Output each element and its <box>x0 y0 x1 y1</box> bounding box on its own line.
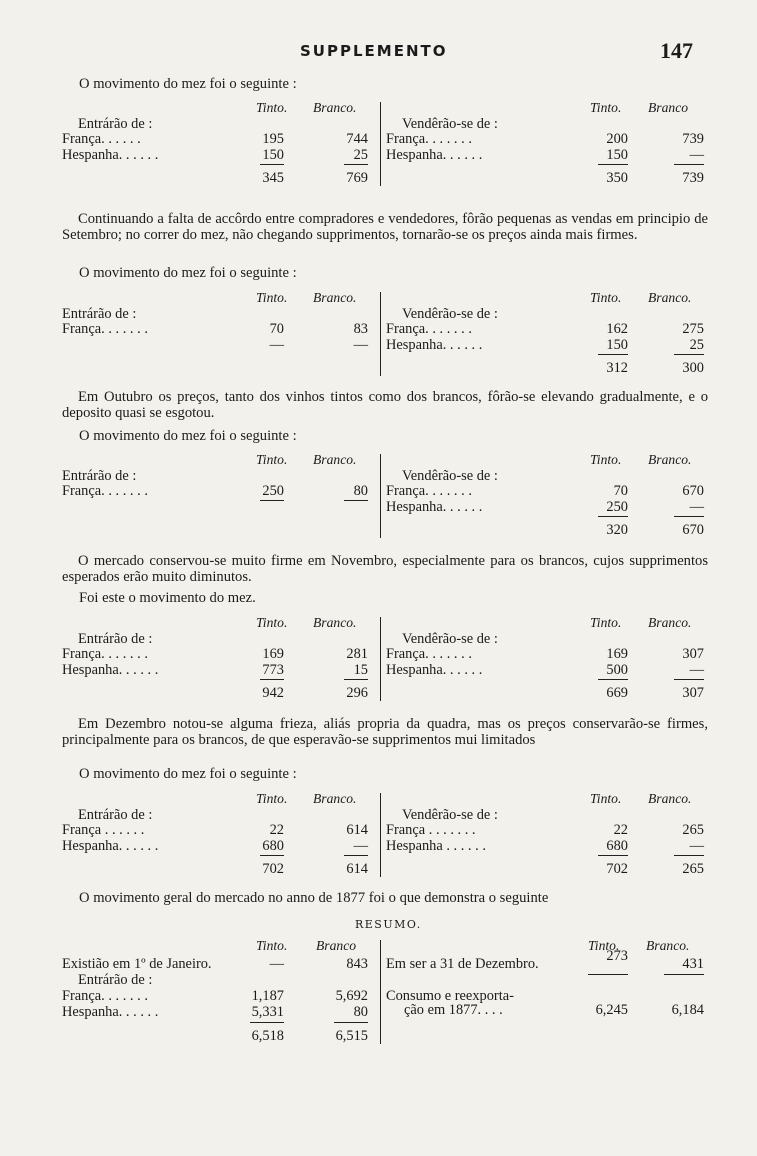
column-separator <box>380 940 381 1044</box>
stock-label: Em ser a 31 de Dezembro. <box>386 956 539 972</box>
left-row-tinto: 680 <box>262 838 284 854</box>
left-row-name: França. . . . . . . <box>62 321 148 337</box>
right-total-rule-branco <box>674 354 704 355</box>
resumo-total-tinto: 6,518 <box>251 1028 284 1044</box>
stock-tinto: 273 <box>606 948 628 964</box>
column-separator <box>380 793 381 877</box>
right-total-branco: 265 <box>682 861 704 877</box>
right-total-tinto: 702 <box>606 861 628 877</box>
movement-table-1 <box>62 100 708 190</box>
movement-intro: O movimento do mez foi o seguinte : <box>79 428 297 444</box>
left-row-tinto: 195 <box>262 131 284 147</box>
right-row-branco: — <box>689 147 704 163</box>
right-col-header-tinto: Tinto. <box>590 615 622 630</box>
movement-table-3 <box>62 452 708 542</box>
left-total-tinto: 345 <box>262 170 284 186</box>
resumo-left-row-name: França. . . . . . . <box>62 988 148 1004</box>
left-row-name: França . . . . . . <box>62 822 145 838</box>
right-col-header-tinto: Tinto. <box>590 100 622 115</box>
right-row-tinto: 250 <box>606 499 628 515</box>
left-total-rule-tinto <box>260 500 284 501</box>
left-row-name: Hespanha. . . . . . <box>62 662 159 678</box>
left-col-header-branco: Branco. <box>313 100 357 115</box>
left-total-rule-tinto <box>260 164 284 165</box>
left-total-rule-branco <box>344 679 368 680</box>
movement-intro: O movimento do mez foi o seguinte : <box>79 766 297 782</box>
paragraph-text: Em Outubro os preços, tanto dos vinhos tintos como dos brancos, fôrão-se elevando gradualmente, e o deposito quasi se esgotou. <box>62 389 708 421</box>
resumo-title: RESUMO. <box>355 918 422 931</box>
right-row-tinto: 169 <box>606 646 628 662</box>
right-row-name: Hespanha. . . . . . <box>386 337 483 353</box>
resumo-table <box>62 938 708 1048</box>
left-col-header-branco: Branco. <box>313 615 357 630</box>
right-col-header-tinto: Tinto. <box>590 452 622 467</box>
left-row-branco: 744 <box>346 131 368 147</box>
left-row-branco: 15 <box>353 662 368 678</box>
right-total-rule-branco <box>674 164 704 165</box>
right-row-branco: — <box>689 662 704 678</box>
resumo-left-col-branco: Branco <box>316 938 357 953</box>
left-row-branco: — <box>353 337 368 353</box>
right-col-header-tinto: Tinto. <box>590 791 622 806</box>
movement-table-2 <box>62 290 708 380</box>
column-separator <box>380 617 381 701</box>
consumo-label-1: Consumo e reexporta- <box>386 988 514 1004</box>
resumo-left-row-branco: 5,692 <box>335 988 368 1004</box>
left-total-branco: 296 <box>346 685 368 701</box>
left-row-branco: 614 <box>346 822 368 838</box>
right-label: Vendêrão-se de : <box>402 468 498 484</box>
left-row-name: Hespanha. . . . . . <box>62 147 159 163</box>
left-col-header-tinto: Tinto. <box>256 615 288 630</box>
right-row-name: Hespanha . . . . . . <box>386 838 486 854</box>
paragraph-text: Continuando a falta de accôrdo entre compradores e vendedores, fôrão pequenas as vendas em principio de Setembro; no correr do mez, não chegando supprimentos, tornarão-se os preços ainda mais firmes. <box>62 211 708 243</box>
paragraph <box>62 554 708 585</box>
right-row-tinto: 200 <box>606 131 628 147</box>
right-row-branco: — <box>689 499 704 515</box>
right-row-branco: 265 <box>682 822 704 838</box>
left-total-rule-branco <box>344 164 368 165</box>
right-total-tinto: 312 <box>606 360 628 376</box>
resumo-left-row-tinto: 5,331 <box>251 1004 284 1020</box>
right-total-rule-branco <box>674 516 704 517</box>
stock-branco: 431 <box>682 956 704 972</box>
left-row-tinto: 70 <box>269 321 284 337</box>
paragraph-text: Em Dezembro notou-se alguma frieza, aliás propria da quadra, mas os preços conservarão-se firmes, principalmente para os brancos, de que esperavão-se supprimentos mui limitados <box>62 716 708 748</box>
left-row-tinto: — <box>269 337 284 353</box>
consumo-label-2: ção em 1877. . . . <box>404 1002 503 1018</box>
right-col-header-branco: Branco. <box>648 290 692 305</box>
movement-intro: O movimento do mez foi o seguinte : <box>79 265 297 281</box>
resumo-total-branco: 6,515 <box>335 1028 368 1044</box>
right-row-branco: — <box>689 838 704 854</box>
left-row-tinto: 150 <box>262 147 284 163</box>
page-number: 147 <box>660 38 693 63</box>
movement-intro: O movimento do mez foi o seguinte : <box>79 76 297 92</box>
right-row-tinto: 70 <box>613 483 628 499</box>
left-total-tinto: 702 <box>262 861 284 877</box>
left-col-header-branco: Branco. <box>313 452 357 467</box>
right-row-tinto: 150 <box>606 147 628 163</box>
right-label: Vendêrão-se de : <box>402 116 498 132</box>
right-row-tinto: 500 <box>606 662 628 678</box>
right-row-name: Hespanha. . . . . . <box>386 662 483 678</box>
right-label: Vendêrão-se de : <box>402 306 498 322</box>
right-row-branco: 307 <box>682 646 704 662</box>
resumo-left-col-tinto: Tinto. <box>256 938 288 953</box>
left-row-tinto: 22 <box>269 822 284 838</box>
right-total-branco: 670 <box>682 522 704 538</box>
right-total-rule-tinto <box>598 679 628 680</box>
right-row-tinto: 162 <box>606 321 628 337</box>
left-label: Entrárão de : <box>62 468 137 484</box>
stock-rule-branco <box>664 974 704 975</box>
left-total-tinto: 942 <box>262 685 284 701</box>
right-label: Vendêrão-se de : <box>402 807 498 823</box>
right-row-name: França . . . . . . . <box>386 822 476 838</box>
left-label: Entrárão de : <box>78 116 153 132</box>
resumo-total-rule-branco <box>334 1022 368 1023</box>
left-row-name: Hespanha. . . . . . <box>62 838 159 854</box>
left-row-branco: — <box>353 838 368 854</box>
stock-rule-tinto <box>588 974 628 975</box>
paragraph <box>62 390 708 421</box>
right-row-name: Hespanha. . . . . . <box>386 147 483 163</box>
column-separator <box>380 292 381 376</box>
resumo-left-row-branco: 80 <box>353 1004 368 1020</box>
paragraph <box>62 717 708 748</box>
existing-branco: 843 <box>346 956 368 972</box>
right-row-branco: 670 <box>682 483 704 499</box>
right-row-name: Hespanha. . . . . . <box>386 499 483 515</box>
right-col-header-branco: Branco. <box>648 791 692 806</box>
running-title: SUPPLEMENTO <box>300 42 448 60</box>
resumo-left-label: Entrárão de : <box>78 972 153 988</box>
left-col-header-tinto: Tinto. <box>256 791 288 806</box>
movement-table-4 <box>62 615 708 705</box>
left-col-header-tinto: Tinto. <box>256 100 288 115</box>
existing-tinto: — <box>269 956 284 972</box>
left-col-header-branco: Branco. <box>313 791 357 806</box>
right-total-branco: 739 <box>682 170 704 186</box>
right-total-rule-tinto <box>598 164 628 165</box>
left-row-tinto: 773 <box>262 662 284 678</box>
right-col-header-branco: Branco <box>648 100 689 115</box>
resumo-total-rule-tinto <box>250 1022 284 1023</box>
left-label: Entrárão de : <box>78 631 153 647</box>
right-row-branco: 739 <box>682 131 704 147</box>
column-separator <box>380 102 381 186</box>
right-total-tinto: 669 <box>606 685 628 701</box>
right-total-tinto: 320 <box>606 522 628 538</box>
right-total-tinto: 350 <box>606 170 628 186</box>
right-total-rule-tinto <box>598 855 628 856</box>
left-label: Entrárão de : <box>62 306 137 322</box>
right-row-branco: 275 <box>682 321 704 337</box>
right-row-tinto: 680 <box>606 838 628 854</box>
resumo-right-col-tinto: Tinto. <box>588 938 620 953</box>
left-row-name: França. . . . . . . <box>62 483 148 499</box>
right-total-rule-branco <box>674 679 704 680</box>
right-row-tinto: 150 <box>606 337 628 353</box>
left-row-branco: 83 <box>353 321 368 337</box>
left-total-rule-branco <box>344 855 368 856</box>
right-total-rule-tinto <box>598 516 628 517</box>
existing-label: Existião em 1º de Janeiro. <box>62 956 212 972</box>
left-row-branco: 25 <box>353 147 368 163</box>
column-separator <box>380 454 381 538</box>
right-total-rule-branco <box>674 855 704 856</box>
resumo-right-col-branco: Branco. <box>646 938 690 953</box>
paragraph-text: O mercado conservou-se muito firme em Novembro, especialmente para os brancos, cujos supprimentos esperados erão muito diminutos. <box>62 553 708 585</box>
consumo-tinto: 6,245 <box>595 1002 628 1018</box>
right-row-name: França. . . . . . . <box>386 483 472 499</box>
right-col-header-branco: Branco. <box>648 452 692 467</box>
left-total-branco: 614 <box>346 861 368 877</box>
left-row-branco: 281 <box>346 646 368 662</box>
resumo-left-row-tinto: 1,187 <box>251 988 284 1004</box>
right-total-rule-tinto <box>598 354 628 355</box>
left-col-header-tinto: Tinto. <box>256 452 288 467</box>
left-row-branco: 80 <box>353 483 368 499</box>
closing-line: O movimento geral do mercado no anno de 1877 foi o que demonstra o seguinte <box>79 890 549 906</box>
left-total-rule-branco <box>344 500 368 501</box>
right-row-name: França. . . . . . . <box>386 321 472 337</box>
left-row-tinto: 250 <box>262 483 284 499</box>
left-col-header-branco: Branco. <box>313 290 357 305</box>
right-row-name: França. . . . . . . <box>386 646 472 662</box>
movement-intro: Foi este o movimento do mez. <box>79 590 256 606</box>
right-total-branco: 300 <box>682 360 704 376</box>
left-label: Entrárão de : <box>78 807 153 823</box>
left-row-tinto: 169 <box>262 646 284 662</box>
left-row-name: França. . . . . . <box>62 131 141 147</box>
right-col-header-branco: Branco. <box>648 615 692 630</box>
right-label: Vendêrão-se de : <box>402 631 498 647</box>
right-row-tinto: 22 <box>613 822 628 838</box>
paragraph <box>62 212 708 243</box>
right-row-branco: 25 <box>689 337 704 353</box>
left-row-name: França. . . . . . . <box>62 646 148 662</box>
left-col-header-tinto: Tinto. <box>256 290 288 305</box>
consumo-branco: 6,184 <box>671 1002 704 1018</box>
movement-table-5 <box>62 791 708 881</box>
left-total-branco: 769 <box>346 170 368 186</box>
right-col-header-tinto: Tinto. <box>590 290 622 305</box>
resumo-left-row-name: Hespanha. . . . . . <box>62 1004 159 1020</box>
left-total-rule-tinto <box>260 855 284 856</box>
right-total-branco: 307 <box>682 685 704 701</box>
left-total-rule-tinto <box>260 679 284 680</box>
right-row-name: França. . . . . . . <box>386 131 472 147</box>
